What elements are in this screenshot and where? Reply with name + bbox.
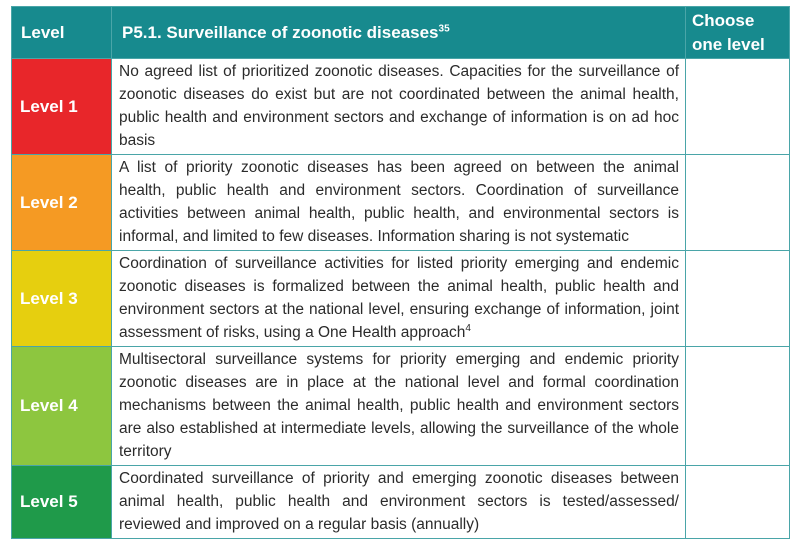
zoonotic-surveillance-table: [11, 6, 790, 539]
level-label: Level 5: [20, 492, 78, 511]
level-label: Level 1: [20, 96, 78, 116]
choose-level-cell[interactable]: [686, 466, 790, 539]
table-row: [12, 466, 790, 539]
level-label: Level 2: [20, 192, 78, 212]
table-title: P5.1. Surveillance of zoonotic diseases: [122, 22, 439, 42]
level-description: Multisectoral surveillance systems for priority emerging and endemic priority zoonotic diseases are in place at the national level and formal coordination mechanisms between the animal health, public health and environment sectors are also established at intermediate levels, allowing the surveillance of the whole territory: [119, 351, 679, 460]
level-description: Coordination of surveillance activities for listed priority emerging and endemic zoonotic diseases is formalized between the animal health, public health and environment sectors at the national level, ensuring exchange of information, joint assessment of risks, using a One Health approach: [119, 255, 679, 341]
level-description: No agreed list of prioritized zoonotic diseases. Capacities for the surveillance of zoonotic diseases do exist but are not coordinated between the animal health, public health and environment sectors and exchange of information is on ad hoc basis: [119, 63, 679, 149]
description-cell: [112, 155, 686, 251]
choose-level-cell[interactable]: [686, 59, 790, 155]
table-row: [12, 347, 790, 466]
level-cell: [12, 466, 112, 539]
choose-column-header: [686, 7, 790, 59]
choose-level-cell[interactable]: [686, 155, 790, 251]
description-cell: [112, 251, 686, 347]
level-cell: [12, 155, 112, 251]
level-cell: [12, 59, 112, 155]
choose-level-cell[interactable]: [686, 251, 790, 347]
table-row: [12, 251, 790, 347]
level-description: Coordinated surveillance of priority and emerging zoonotic diseases between animal health, public health and environment sectors is tested/assessed/ reviewed and improved on a regular basis (annually): [119, 470, 679, 533]
description-footnote-ref: 4: [465, 322, 471, 334]
level-cell: [12, 251, 112, 347]
description-cell: [112, 59, 686, 155]
choose-header-line1: Choose: [692, 10, 755, 30]
level-cell: [12, 347, 112, 466]
description-cell: [112, 347, 686, 466]
table-row: [12, 155, 790, 251]
level-label: Level 4: [20, 396, 78, 415]
level-description: A list of priority zoonotic diseases has been agreed on between the animal health, public health and environment sectors. Coordination of surveillance activities between animal health, public health, and environmental sectors is informal, and limited to few diseases. Information sharing is not systematic: [119, 159, 679, 245]
choose-level-cell[interactable]: [686, 347, 790, 466]
level-header-label: Level: [21, 22, 65, 42]
description-cell: [112, 466, 686, 539]
title-footnote-ref: 35: [438, 22, 450, 34]
table-row: [12, 59, 790, 155]
choose-header-line2: one level: [692, 34, 765, 54]
description-column-header: [112, 7, 686, 59]
table-header-row: [12, 7, 790, 59]
level-column-header: [12, 7, 112, 59]
level-label: Level 3: [20, 288, 78, 308]
